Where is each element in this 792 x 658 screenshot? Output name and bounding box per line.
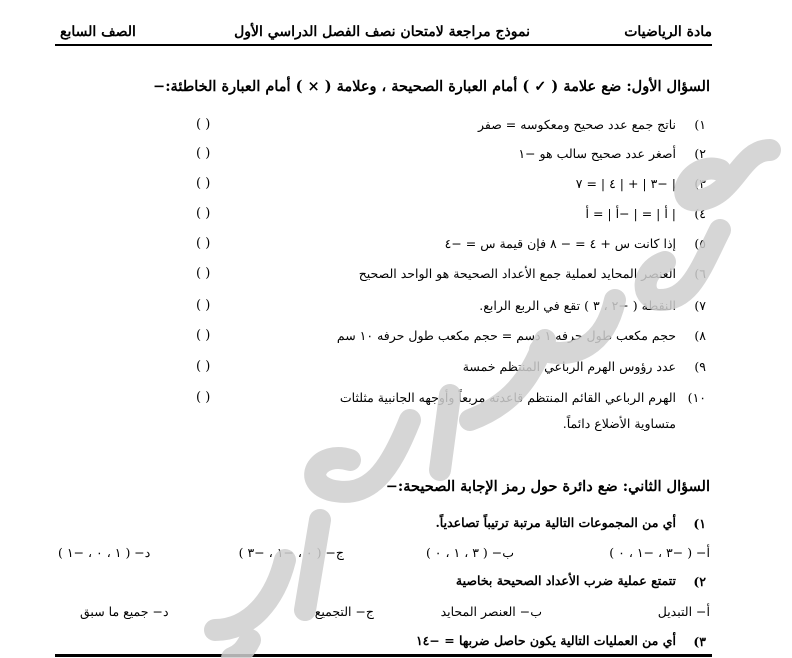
q1-item-7-answer-blank[interactable]: ( ) <box>196 298 211 313</box>
q1-item-7-text: النقطة ( −٢ ، ٣ ) تقع في الربع الرابع. <box>479 298 676 313</box>
q1-item-7-number: ٧) <box>694 298 706 313</box>
q1-item-9-answer-blank[interactable]: ( ) <box>196 359 211 374</box>
q2-item-1-option-c: ج− ( ٠ ، −١ ، −٣ ) <box>238 545 344 560</box>
header-rule <box>55 44 712 46</box>
q2-title: السؤال الثاني: ضع دائرة حول رمز الإجابة الصحيحة:− <box>385 478 710 495</box>
q1-item-2-answer-blank[interactable]: ( ) <box>196 146 211 161</box>
q1-item-6-number: ٦) <box>694 266 706 281</box>
q2-item-1-option-a: أ− ( −٣ ، −١ ، ٠ ) <box>609 545 710 560</box>
q1-item-3-number: ٣) <box>694 176 706 191</box>
q1-item-1-number: ١) <box>694 117 706 132</box>
q2-item-2-number: ٢) <box>693 574 706 589</box>
q2-item-2-option-d: د− جميع ما سبق <box>80 604 169 619</box>
q1-title: السؤال الأول: ضع علامة ( ✓ ) أمام العبارة الصحيحة ، وعلامة ( × ) أمام العبارة الخاطئة:− <box>153 78 710 95</box>
q1-item-10-answer-blank[interactable]: ( ) <box>196 390 211 405</box>
q1-item-1-answer-blank[interactable]: ( ) <box>196 117 211 132</box>
q1-item-6-text: العنصر المحايد لعملية جمع الأعداد الصحيحة هو الواحد الصحيح <box>358 266 676 281</box>
q2-item-1-option-d: د− ( ١ ، ٠ ، −١ ) <box>58 545 151 560</box>
q2-item-2-option-a: أ− التبديل <box>657 604 710 619</box>
grade-label: الصف السابع <box>60 24 136 40</box>
q2-item-1-text: أي من المجموعات التالية مرتبة ترتيباً تصاعدياً. <box>435 515 676 530</box>
footer-rule <box>55 654 712 657</box>
q1-item-10-text-line2: متساوية الأضلاع دائماً. <box>562 416 676 431</box>
subject-label: مادة الرياضيات <box>624 24 712 40</box>
q1-item-10-text: الهرم الرباعي القائم المنتظم قاعدته مربعاً وأوجهه الجانبية مثلثات <box>339 390 676 405</box>
q1-item-8-number: ٨) <box>694 328 706 343</box>
q2-item-3-number: ٣) <box>693 634 706 649</box>
q1-item-4-number: ٤) <box>694 206 706 221</box>
q1-item-6-answer-blank[interactable]: ( ) <box>196 266 211 281</box>
q1-item-8-answer-blank[interactable]: ( ) <box>196 328 211 343</box>
q1-item-10-number: ١٠) <box>687 390 706 405</box>
exam-title: نموذج مراجعة لامتحان نصف الفصل الدراسي الأول <box>234 24 530 40</box>
q2-item-1-option-b: ب− ( ٣ ، ١ ، ٠ ) <box>425 545 514 560</box>
q2-item-2-option-b: ب− العنصر المحايد <box>440 604 542 619</box>
q1-item-3-answer-blank[interactable]: ( ) <box>196 176 211 191</box>
q1-item-9-number: ٩) <box>694 359 706 374</box>
q1-item-2-number: ٢) <box>694 146 706 161</box>
q1-item-4-text: | أ | = | −أ | = أ <box>585 206 676 221</box>
q2-item-2-option-c: ج− التجميع <box>314 604 374 619</box>
q1-item-5-answer-blank[interactable]: ( ) <box>196 236 211 251</box>
q1-item-8-text: حجم مكعب طول حرفه ١ دسم = حجم مكعب طول حرفه ١٠ سم <box>336 328 676 343</box>
q1-item-5-number: ٥) <box>694 236 706 251</box>
q1-item-9-text: عدد رؤوس الهرم الرباعي المنتظم خمسة <box>462 359 676 374</box>
q1-item-1-text: ناتج جمع عدد صحيح ومعكوسه = صفر <box>478 117 676 132</box>
q1-item-2-text: أصغر عدد صحيح سالب هو −١ <box>518 146 676 161</box>
q1-item-4-answer-blank[interactable]: ( ) <box>196 206 211 221</box>
q2-item-3-text: أي من العمليات التالية يكون حاصل ضربها = −١٤ <box>415 633 676 648</box>
q2-item-2-text: تتمتع عملية ضرب الأعداد الصحيحة بخاصية <box>455 573 676 588</box>
q1-item-3-text: | −٣ | + | ٤ | = ٧ <box>575 176 676 191</box>
q2-item-1-number: ١) <box>693 516 706 531</box>
q1-item-5-text: إذا كانت س + ٤ = − ٨ فإن قيمة س = −٤ <box>444 236 676 251</box>
